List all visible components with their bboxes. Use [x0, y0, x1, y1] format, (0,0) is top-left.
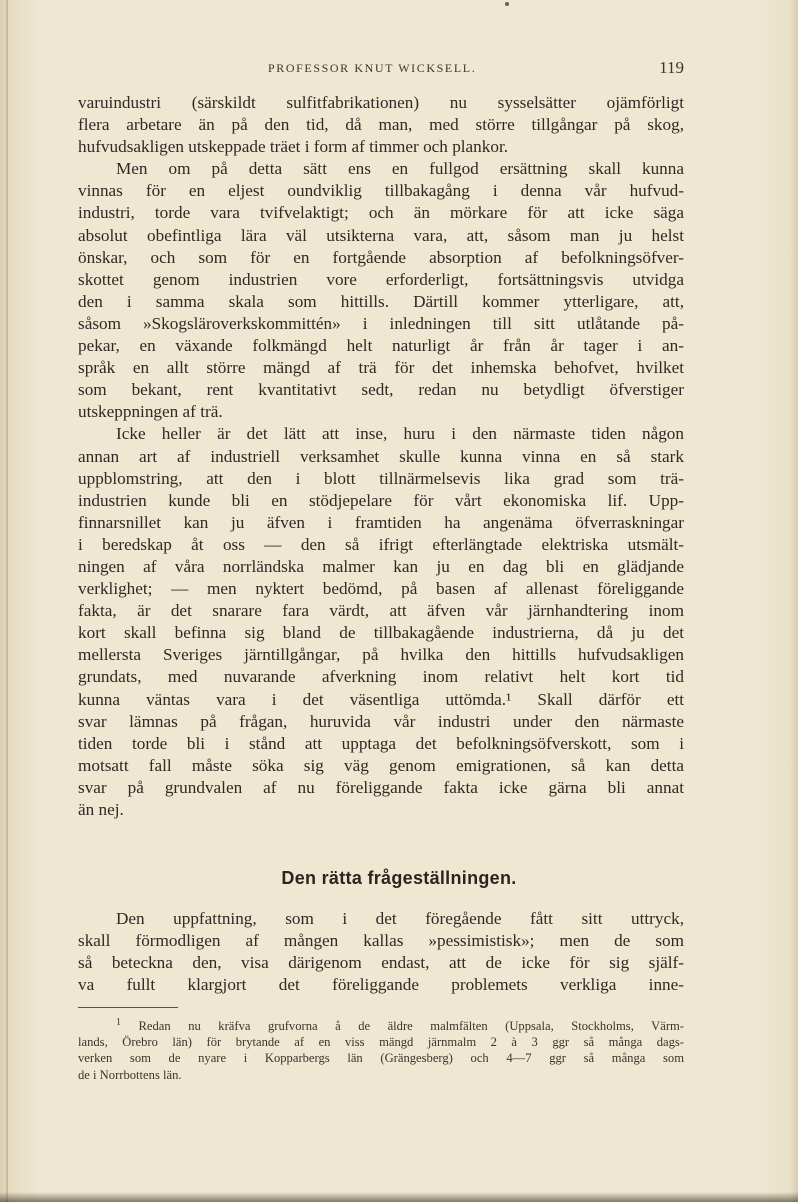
text-line: vinnas för en eljest oundviklig tillbakagång i denna vår hufvud-	[78, 181, 684, 201]
text-line: uppblomstring, att den i blott tillnärmelsevis lika grad som trä-	[78, 468, 684, 488]
footnote-line: lands, Örebro län) för brytande af en viss mängd järnmalm 2 à 3 ggr så många dags-	[78, 1035, 684, 1050]
footnote-line: de i Norrbottens län.	[78, 1067, 182, 1082]
text-line: språk en allt större mängd af trä för det inhemska behofvet, hvilket	[78, 358, 684, 378]
footnote	[78, 1018, 684, 1083]
text-line: Men om på detta sätt ens en fullgod ersättning skall kunna	[116, 159, 684, 179]
body-text-lower	[78, 908, 684, 996]
text-line: flera arbetare än på den tid, då man, med större tillgångar på skog,	[78, 115, 684, 135]
text-line: va fullt klargjort det föreliggande problemets verkliga inne-	[78, 975, 684, 995]
text-line: kunna väntas vara i det väsentliga uttömda.¹ Skall därför ett	[78, 689, 684, 709]
text-line: som bekant, rent kvantitativt sedt, redan nu betydligt öfverstiger	[78, 380, 684, 400]
body-text-upper	[78, 92, 684, 821]
text-line: såsom »Skogsläroverkskommittén» i inledningen till sitt utlåtande på-	[78, 313, 684, 333]
text-line: utskeppningen af trä.	[78, 402, 223, 422]
text-line: svar på grundvalen af nu föreliggande fakta icke gärna bli annat	[78, 777, 684, 797]
running-title: PROFESSOR KNUT WICKSELL.	[268, 61, 477, 75]
footnote-line: verken som de nyare i Kopparbergs län (Grängesberg) och 4—7 ggr så många som	[78, 1051, 684, 1066]
text-line: pekar, en växande folkmängd helt naturligt år från år tager i an-	[78, 336, 684, 356]
text-line: kort skall befinna sig bland de tillbakagående industrierna, då ju det	[78, 623, 684, 643]
section-heading: Den rätta frågeställningen.	[281, 868, 517, 888]
footnote-line	[78, 1018, 684, 1034]
text-line: skall förmodligen af mången kallas »pessimistisk»; men de som	[78, 931, 684, 951]
text-line: ningen af våra norrländska malmer kan ju en dag bli en glädjande	[78, 556, 684, 576]
text-line: verklighet; — men nyktert bedömd, på basen af allenast föreliggande	[78, 579, 684, 599]
text-line: absolut obefintliga lära väl utsikterna vara, att, såsom man ju helst	[78, 225, 684, 245]
text-line: Den uppfattning, som i det föregående fått sitt uttryck,	[116, 909, 684, 928]
text-line: än nej.	[78, 800, 124, 819]
text-line: industrien kunde bli en stödjepelare för vårt ekonomiska lif. Upp-	[78, 490, 684, 510]
text-line: Icke heller är det lätt att inse, huru i den närmaste tiden någon	[116, 424, 684, 444]
text-line: grundats, med nuvarande afverkning inom relativt helt kort tid	[78, 667, 684, 687]
text-line: den i samma skala som hittills. Därtill kommer ytterligare, att,	[78, 291, 684, 311]
footnote-rule	[78, 1007, 178, 1008]
text-line: önskar, och som för en fortgående absorption af befolkningsöfver-	[78, 247, 684, 267]
footnote-text: Redan nu kräfva grufvorna å de äldre malmfälten (Uppsala, Stockholms, Värm-	[138, 1019, 685, 1033]
text-line: mellersta Sveriges järntillgångar, på hvilka den hittills hufvudsakligen	[78, 645, 684, 665]
text-line: hufvudsakligen utskeppade träet i form af timmer och plankor.	[78, 137, 509, 157]
text-line: fakta, är det snarare fara värdt, att äfven vår järnhandtering inom	[78, 601, 684, 621]
text-line: varuindustri (särskildt sulfitfabrikationen) nu sysselsätter ojämförligt	[78, 93, 684, 112]
text-line: så beteckna den, visa därigenom endast, att de icke för sig själf-	[78, 953, 684, 973]
running-head	[78, 58, 684, 80]
text-line: svar lämnas på frågan, huruvida vår industri under den närmaste	[78, 711, 684, 731]
text-line: motsatt fall måste söka sig väg genom emigrationen, så kan detta	[78, 755, 684, 775]
print-speck	[505, 2, 509, 6]
footnote-marker: 1	[116, 1016, 121, 1028]
page-gutter	[6, 0, 8, 1202]
text-line: industri, torde vara tvifvelaktigt; och än mörkare för att icke säga	[78, 203, 684, 223]
text-line: tiden torde bli i stånd att upptaga det befolkningsöfverskott, som i	[78, 733, 684, 753]
text-line: skottet genom industrien vore erforderligt, fortsättningsvis utvidga	[78, 269, 684, 289]
text-line: finnarsnillet kan ju äfven i framtiden ha angenäma öfverraskningar	[78, 512, 684, 532]
text-line: annan art af industriell verksamhet skulle kunna vinna en så stark	[78, 446, 684, 466]
page-number: 119	[659, 58, 684, 77]
text-line: i beredskap åt oss — den så ifrigt efterlängtade elektriska utsmält-	[78, 534, 684, 554]
page-edge-shadow	[0, 1192, 798, 1202]
